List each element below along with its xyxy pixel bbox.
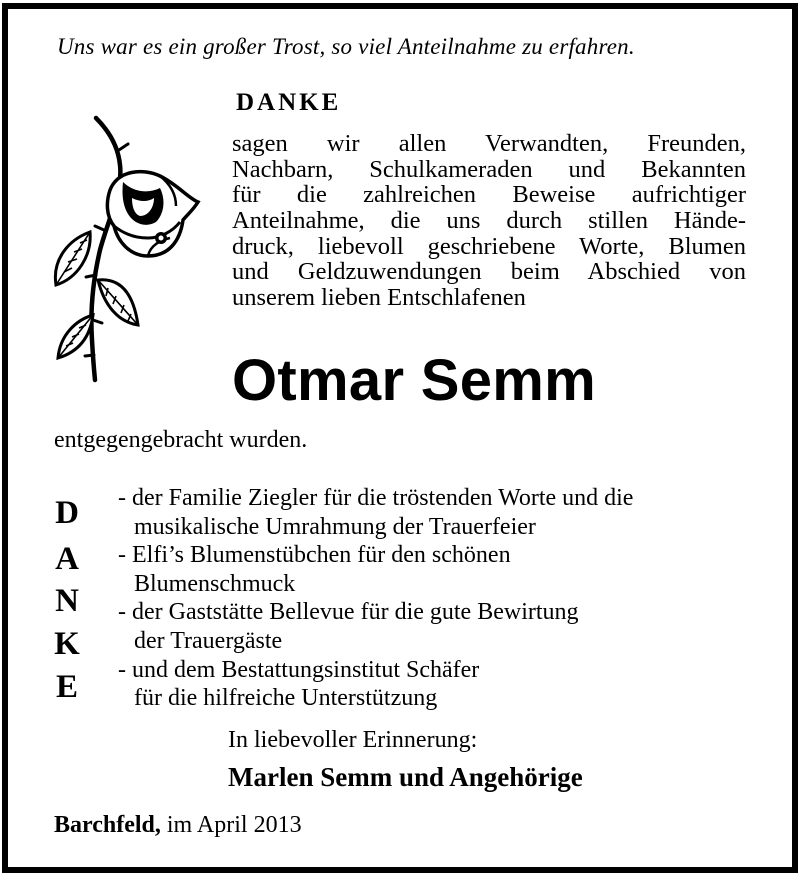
closing-line: entgegengebracht wurden.	[54, 427, 308, 453]
thanks-item: - Elfi’s Blumenstübchen für den schönen	[118, 542, 511, 569]
thanks-item: - der Familie Ziegler für die tröstenden Worte und die	[118, 485, 634, 511]
signers: Marlen Semm und Angehörige	[228, 762, 583, 792]
rose-icon	[48, 110, 213, 385]
paragraph-line: Nachbarn, Schulkameraden und Bekannten	[232, 155, 746, 183]
place-date	[54, 812, 302, 839]
thanks-item: - und dem Bestattungsinstitut Schäfer	[118, 656, 480, 683]
thanks-paragraph	[232, 131, 746, 311]
thanks-list	[118, 484, 633, 713]
danke-heading: DANKE	[236, 89, 342, 116]
intro-line: Uns war es ein großer Trost, so viel Anteilnahme zu erfahren.	[57, 34, 635, 59]
paragraph-line: sagen wir allen Verwandten, Freunden,	[232, 130, 746, 157]
deceased-name: Otmar Semm	[232, 348, 597, 413]
paragraph-line: für die zahlreichen Beweise aufrichtiger	[232, 181, 746, 209]
vertical-letter: D	[55, 495, 79, 531]
memory-line: In liebevoller Erinnerung:	[228, 727, 478, 753]
vertical-letter: E	[55, 669, 78, 705]
paragraph-line: unserem lieben Entschlafenen	[232, 284, 526, 312]
paragraph-line: druck, liebevoll geschriebene Worte, Blumen	[232, 232, 746, 260]
vertical-letter: K	[54, 626, 80, 662]
paragraph-line: und Geldzuwendungen beim Abschied von	[232, 258, 746, 286]
vertical-letter: N	[55, 583, 79, 619]
thanks-item-cont: der Trauergäste	[134, 627, 283, 654]
thanks-item: - der Gaststätte Bellevue für die gute Bewirtung	[118, 599, 579, 626]
date: im April 2013	[166, 812, 302, 838]
thanks-item-cont: musikalische Umrahmung der Trauerfeier	[134, 513, 536, 540]
thanks-item-cont: für die hilfreiche Unterstützung	[134, 685, 438, 712]
paragraph-line: Anteilnahme, die uns durch stillen Hände-	[232, 207, 746, 235]
thanks-item-cont: Blumenschmuck	[134, 570, 296, 597]
vertical-letter: A	[55, 541, 79, 577]
place: Barchfeld,	[54, 812, 161, 838]
